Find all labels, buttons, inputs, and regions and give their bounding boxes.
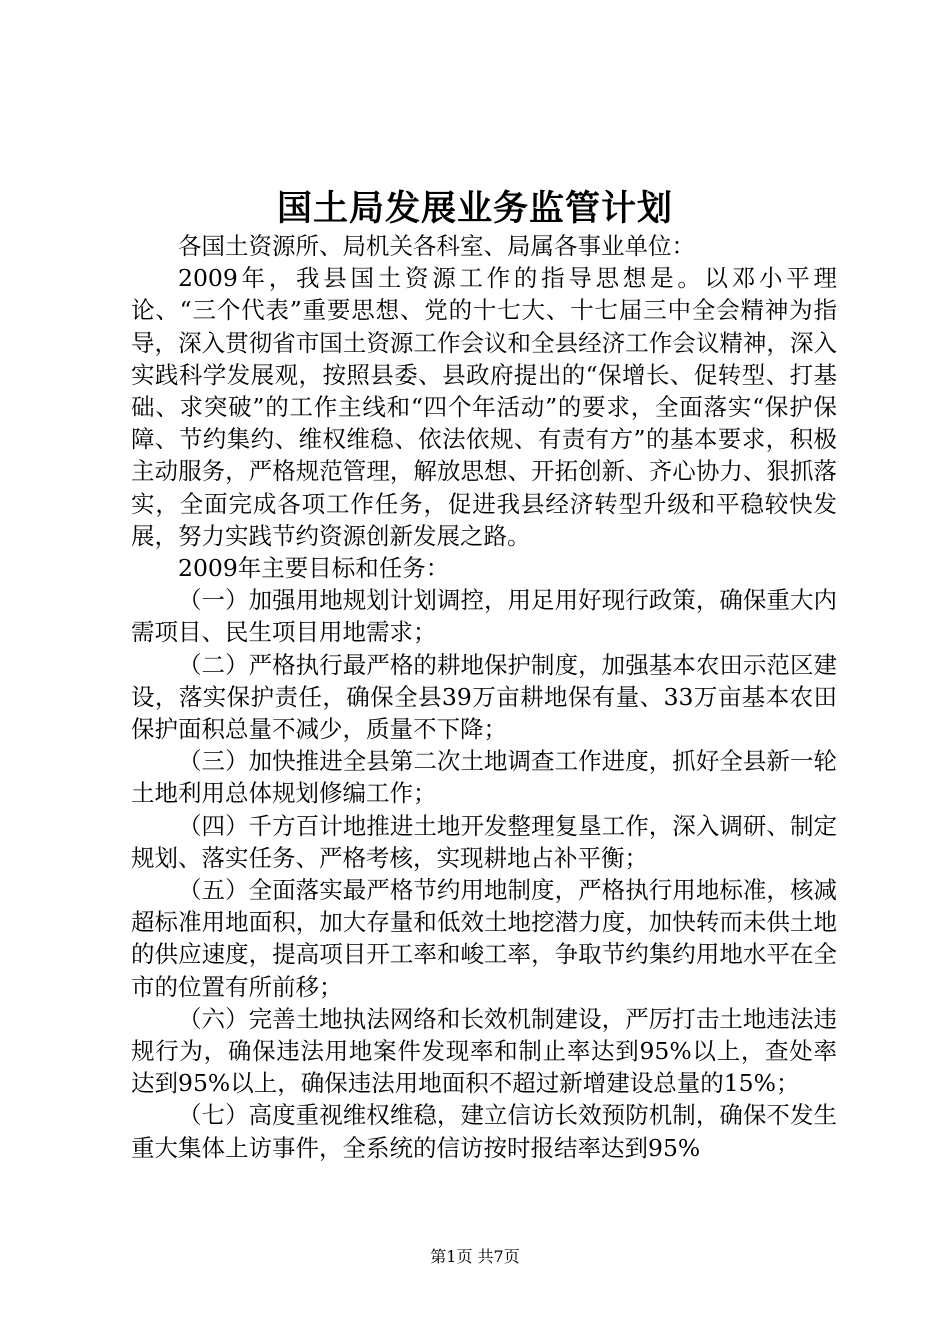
page-footer: 第1页 共7页 xyxy=(430,1247,520,1266)
task-item-3: （三）加快推进全县第二次土地调查工作进度，抓好全县新一轮土地利用总体规划修编工作； xyxy=(131,747,837,808)
task-item-7: （七）高度重视维权维稳，建立信访长效预防机制，确保不发生重大集体上访事件，全系统的信访按时报结率达到95% xyxy=(131,1101,837,1162)
task-item-4: （四）千方百计地推进土地开发整理复垦工作，深入调研、制定规划、落实任务、严格考核，实现耕地占补平衡； xyxy=(131,811,837,872)
guiding-thought-paragraph: 2009年，我县国土资源工作的指导思想是。以邓小平理论、“三个代表”重要思想、党的十七大、十七届三中全会精神为指导，深入贯彻省市国土资源工作会议和全县经济工作会议精神，深入实践科学发展观，按照县委、县政府提出的“保增长、促转型、打基础、求突破”的工作主线和“四个年活动”的要求，全面落实“保护保障、节约集约、维权维稳、依法依规、有责有方”的基本要求，积极主动服务，严格规范管理，解放思想、开拓创新、齐心协力、狠抓落实，全面完成各项工作任务，促进我县经济转型升级和平稳较快发展，努力实践节约资源创新发展之路。 xyxy=(131,264,837,550)
task-item-5: （五）全面落实最严格节约用地制度，严格执行用地标准，核减超标准用地面积，加大存量和低效土地挖潜力度，加快转而未供土地的供应速度，提高项目开工率和峻工率，争取节约集约用地水平在全市的位置有所前移； xyxy=(131,876,837,1001)
document-body xyxy=(131,230,837,1164)
document-title: 国土局发展业务监管计划 xyxy=(276,188,673,229)
goals-heading-paragraph: 2009年主要目标和任务： xyxy=(178,554,450,583)
salutation-paragraph: 各国土资源所、局机关各科室、局属各事业单位： xyxy=(178,232,695,260)
task-item-2: （二）严格执行最严格的耕地保护制度，加强基本农田示范区建设，落实保护责任，确保全县39万亩耕地保有量、33万亩基本农田保护面积总量不减少，质量不下降； xyxy=(131,650,837,744)
task-item-1: （一）加强用地规划计划调控，用足用好现行政策，确保重大内需项目、民生项目用地需求； xyxy=(131,586,837,647)
task-item-6: （六）完善土地执法网络和长效机制建设，严厉打击土地违法违规行为，确保违法用地案件发现率和制止率达到95%以上，查处率达到95%以上，确保违法用地面积不超过新增建设总量的15%； xyxy=(131,1004,837,1098)
